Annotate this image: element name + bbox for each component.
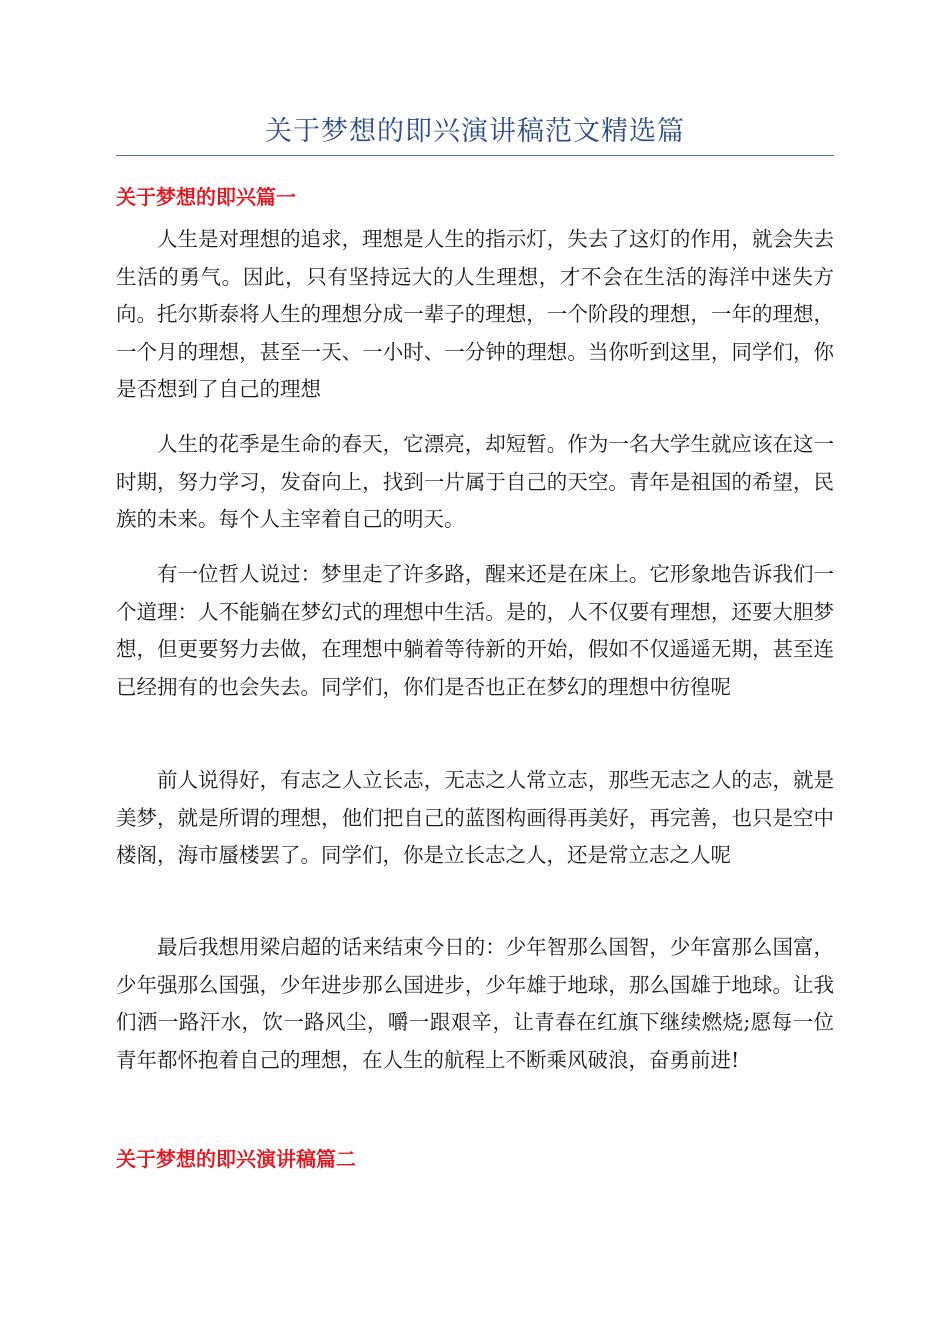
section-heading-2: 关于梦想的即兴演讲稿篇二: [116, 1147, 356, 1171]
paragraph-1: 人生是对理想的追求，理想是人生的指示灯，失去了这灯的作用，就会失去生活的勇气。因此，只有坚持远大的人生理想，才不会在生活的海洋中迷失方向。托尔斯泰将人生的理想分成一辈子的理想，一个阶段的理想，一年的理想，一个月的理想，甚至一天、一小时、一分钟的理想。当你听到这里，同学们，你是否想到了自己的理想: [116, 227, 834, 401]
section-heading-1: 关于梦想的即兴篇一: [116, 185, 296, 209]
paragraph-2: 人生的花季是生命的春天，它漂亮，却短暂。作为一名大学生就应该在这一时期，努力学习，发奋向上，找到一片属于自己的天空。青年是祖国的希望，民族的未来。每个人主宰着自己的明天。: [116, 432, 834, 531]
document-title: 关于梦想的即兴演讲稿范文精选篇: [265, 116, 685, 147]
paragraph-4: 前人说得好，有志之人立长志，无志之人常立志，那些无志之人的志，就是美梦，就是所谓的理想，他们把自己的蓝图构画得再美好，再完善，也只是空中楼阁，海市蜃楼罢了。同学们，你是立长志之人，还是常立志之人呢: [116, 768, 834, 867]
paragraph-5: 最后我想用梁启超的话来结束今日的：少年智那么国智，少年富那么国富，少年强那么国强，少年进步那么国进步，少年雄于地球，那么国雄于地球。让我们洒一路汗水，饮一路风尘，嚼一跟艰辛，让青春在红旗下继续燃烧;愿每一位青年都怀抱着自己的理想，在人生的航程上不断乘风破浪，奋勇前进!: [116, 935, 834, 1072]
paragraph-3: 有一位哲人说过：梦里走了许多路，醒来还是在床上。它形象地告诉我们一个道理：人不能躺在梦幻式的理想中生活。是的，人不仅要有理想，还要大胆梦想，但更要努力去做，在理想中躺着等待新的开始，假如不仅遥遥无期，甚至连已经拥有的也会失去。同学们，你们是否也正在梦幻的理想中彷徨呢: [116, 562, 834, 699]
title-underline: [116, 155, 834, 156]
